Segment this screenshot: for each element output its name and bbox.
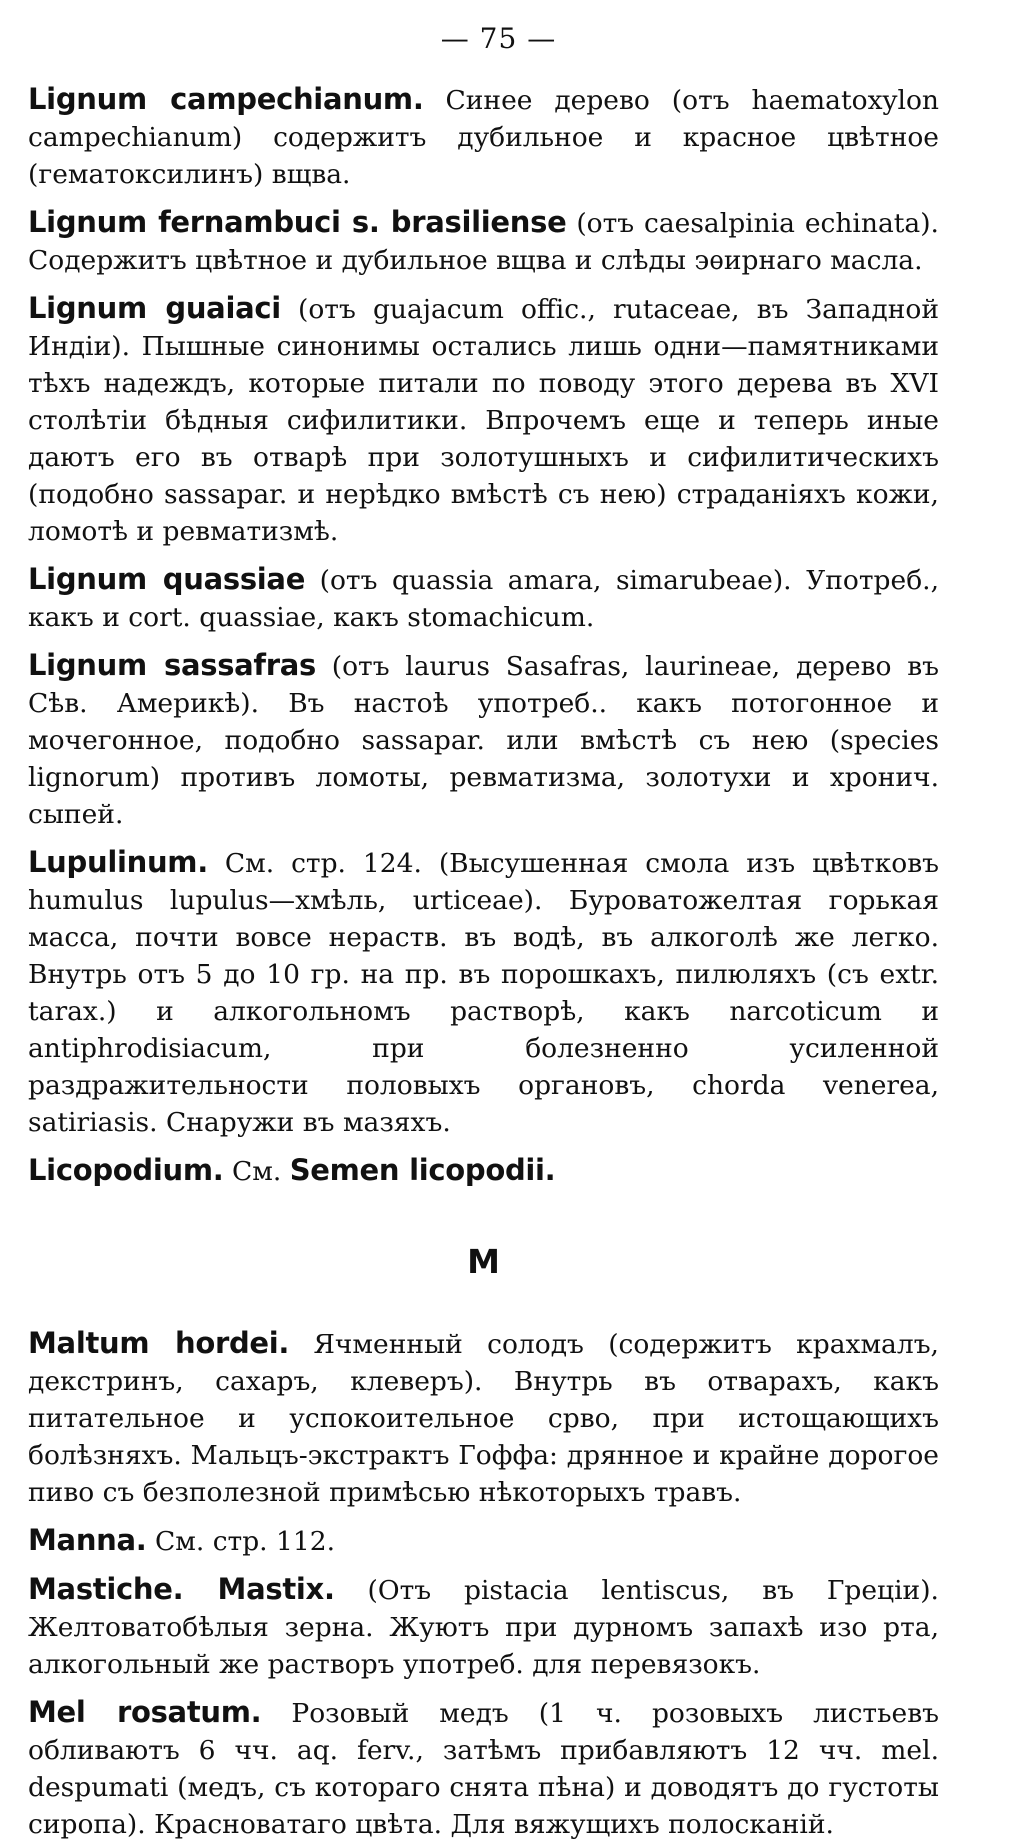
entry-lignum-sassafras [28, 647, 939, 833]
entry-manna [28, 1522, 939, 1560]
entry-lignum-guaiaci [28, 290, 939, 550]
entry-text: См. стр. 124. (Высушенная смола изъ цвѣтковъ humulus lupulus—хмѣль, urticeae). Буроватожелтая горькая масса, почти вовсе нераств. въ водѣ, въ алкоголѣ же легко. Внутрь отъ 5 до 10 гр. на пр. въ порошкахъ, пилюляхъ (съ extr. tarax.) и алкогольномъ растворѣ, какъ narcoticum и antiphrodisiacum, при болезненно усиленной раздражительности половыхъ органовъ, chorda venerea, satiriasis. Снаружи въ мазяхъ. [28, 848, 939, 1138]
entry-term: Lignum quassiae [28, 562, 306, 596]
entry-term: Mastiche. Mastix. [28, 1572, 335, 1606]
entry-text: Ячменный солодъ (содержитъ крахмалъ, декстринъ, сахаръ, клеверъ). Внутрь въ отварахъ, какъ питательное и успокоительное срво, при истощающихъ болѣзняхъ. Мальцъ-экстрактъ Гоффа: дрянное и крайне дорогое пиво съ безполезной примѣсью нѣкоторыхъ травъ. [28, 1329, 939, 1508]
entry-term: Lignum campechianum. [28, 82, 424, 116]
entry-text: См. стр. 112. [154, 1526, 336, 1557]
entry-term: Lupulinum. [28, 845, 208, 879]
entry-lignum-fernambuci [28, 204, 939, 279]
entry-cross-reference: Semen licopodii. [289, 1153, 556, 1187]
entry-lignum-campechianum [28, 81, 939, 193]
entry-term: Mel rosatum. [28, 1695, 262, 1729]
entry-text: Синее дерево (отъ haematoxylon campechianum) содержитъ дубильное и красное цвѣтное (гематоксилинъ) вщва. [28, 85, 939, 190]
entry-text: (Отъ pistacia lentiscus, въ Греціи). Желтоватобѣлыя зерна. Жуютъ при дурномъ запахѣ изо рта, алкогольный же растворъ употреб. для перевязокъ. [28, 1575, 939, 1680]
entry-lignum-quassiae [28, 561, 939, 636]
entry-term: Lignum guaiaci [28, 291, 281, 325]
section-heading: М [467, 1242, 500, 1281]
entry-text: Розовый медъ (1 ч. розовыхъ листьевъ обливаютъ 6 чч. aq. ferv., затѣмъ прибавляютъ 12 чч. mel. despumati (медъ, съ котораго снята пѣна) и доводятъ до густоты сиропа). Красноватаго цвѣта. Для вяжущихъ полосканій. [28, 1698, 939, 1840]
entry-licopodium [28, 1152, 939, 1190]
entry-mastiche [28, 1571, 939, 1683]
entry-term: Lignum sassafras [28, 648, 316, 682]
entry-text: (отъ caesalpinia echinata). Содержитъ цвѣтное и дубильное вщва и слѣды эѳирнаго масла. [28, 208, 939, 276]
entry-term: Manna. [28, 1523, 147, 1557]
page-number: — 75 — [440, 22, 557, 55]
entry-text: (отъ guajacum offic., rutaceae, въ Западной Индіи). Пышные синонимы остались лишь одни—памятниками тѣхъ надеждъ, которые питали по поводу этого дерева въ XVI столѣтіи бѣдныя сифилитики. Впрочемъ еще и теперь иные даютъ его въ отварѣ при золотушныхъ и сифилитическихъ (подобно sassapar. и нерѣдко вмѣстѣ съ нею) страданіяхъ кожи, ломотѣ и ревматизмѣ. [28, 294, 939, 547]
entry-lupulinum [28, 844, 939, 1141]
entry-term: Maltum hordei. [28, 1326, 290, 1360]
entry-text: (отъ laurus Sasafras, laurineae, дерево въ Сѣв. Америкѣ). Въ настоѣ употреб.. какъ потогонное и мочегонное, подобно sassapar. или вмѣстѣ съ нею (species lignorum) противъ ломоты, ревматизма, золотухи и хронич. сыпей. [28, 651, 940, 830]
entry-term: Lignum fernambuci s. brasiliense [28, 205, 567, 239]
entry-text: См. [231, 1156, 282, 1187]
entry-term: Licopodium. [28, 1153, 224, 1187]
entry-text: (отъ quassia amara, simarubeae). Употреб., какъ и cort. quassiae, какъ stomachicum. [28, 565, 939, 633]
entry-maltum-hordei [28, 1325, 939, 1511]
entry-mel-rosatum [28, 1694, 939, 1843]
